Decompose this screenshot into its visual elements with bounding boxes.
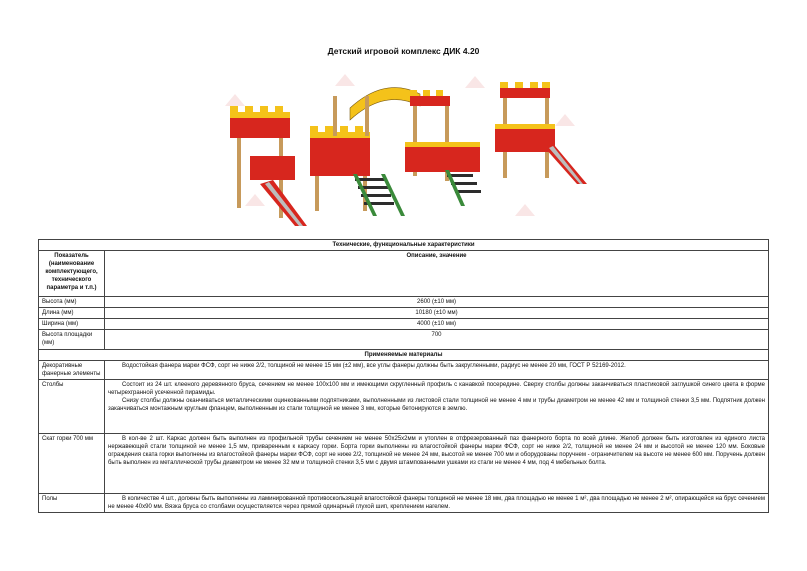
- material-name: Полы: [39, 493, 105, 512]
- param-row: [39, 319, 769, 330]
- header-row: [39, 251, 769, 297]
- material-description: [105, 379, 769, 433]
- description-paragraph: Водостойкая фанера марки ФСФ, сорт не ниже 2/2, толщиной не менее 15 мм (±2 мм), все углы фанеры должны быть закругленными, радиус не менее 20 мм, ГОСТ Р 52169-2012.: [122, 362, 626, 369]
- section-row-materials: [39, 349, 769, 360]
- section-title-materials: Применяемые материалы: [39, 349, 769, 360]
- header-description: Описание, значение: [105, 251, 769, 297]
- param-row: [39, 330, 769, 349]
- spec-table-body: [39, 240, 769, 513]
- param-row: [39, 308, 769, 319]
- param-value: 2600 (±10 мм): [105, 297, 769, 308]
- material-name: Декоративные фанерные элементы: [39, 360, 105, 379]
- material-row: [39, 379, 769, 433]
- material-row: [39, 360, 769, 379]
- description-paragraph: В кол-ве 2 шт. Каркас должен быть выполнен из профильной трубы сечением не менее 50х25х2мм и утоплен в отфрезерованный паз фанерного борта по всей длине. Желоб должен быть изготовлен из единого листа нержавеющей стали толщиной не менее 1,5 мм, приваренным к каркасу горки. Борта горки выполнены из влагостойкой фанеры марки ФСФ, сорт не ниже 2/2, толщиной не менее 24 мм и высотой не менее 120 мм. Боковые ограждения ската горки выполнены из влагостойкой фанеры марки ФСФ, сорт не ниже 2/2, толщиной не менее 24 мм, высотой не менее 700 мм и оборудованы поручнем - ограничителем на высоте не менее 600 мм. Поручень должен быть выполнен из металлической трубы диаметром не менее 32 мм и толщиной стенки 3,5 мм с двумя штампованными ушками из стали не менее 4 мм, под 4 мебельных болта.: [108, 435, 765, 467]
- param-name: Длина (мм): [39, 308, 105, 319]
- page-title: Детский игровой комплекс ДИК 4.20: [327, 46, 480, 56]
- param-name: Ширина (мм): [39, 319, 105, 330]
- param-value: 700: [105, 330, 769, 349]
- material-row: [39, 493, 769, 512]
- description-paragraph: Состоит из 24 шт. клееного деревянного бруса, сечением не менее 100х100 мм и имеющими скругленный профиль с канавкой посередине. Сверху столбы должны заканчиваться пластиковой заглушкой синего цвета в форме четырехгранной усеченной пирамиды.: [108, 381, 765, 396]
- section-row-tech: [39, 240, 769, 251]
- material-description: [105, 360, 769, 379]
- material-description: [105, 493, 769, 512]
- description-paragraph: В количестве 4 шт., должны быть выполнены из ламинированной противоскользящей влагостойкой фанеры толщиной не менее 18 мм, два площадью не менее 1 м², два площадью не менее 2 м², опирающейся на брус сечением не менее 40х90 мм. Вязка бруса со столбами осуществляется через прямой одинарный глухой шип, креплением нагелем.: [108, 495, 765, 510]
- param-name: Высота площадки (мм): [39, 330, 105, 349]
- section-title-tech: Технические, функциональные характеристики: [39, 240, 769, 251]
- param-name: Высота (мм): [39, 297, 105, 308]
- header-parameter: Показатель (наименование комплектующего, технического параметра и т.п.): [39, 251, 105, 297]
- param-row: [39, 297, 769, 308]
- material-name: Скат горки 700 мм: [39, 433, 105, 493]
- material-name: Столбы: [39, 379, 105, 433]
- spec-table: [38, 239, 769, 513]
- param-value: 10180 (±10 мм): [105, 308, 769, 319]
- material-description: [105, 433, 769, 493]
- material-row: [39, 433, 769, 493]
- description-paragraph: Снизу столбы должны оканчиваться металлическими оцинкованными подпятниками, выполненными из листовой стали толщиной не менее 4 мм и трубы диаметром не менее 42 мм и толщиной стенки 3,5 мм. Подпятник должен заканчиваться монтажным круглым фланцем, выполненным из стали толщиной не менее 3 мм, которые бетонируются в землю.: [108, 398, 765, 413]
- playground-illustration: [215, 66, 595, 238]
- param-value: 4000 (±10 мм): [105, 319, 769, 330]
